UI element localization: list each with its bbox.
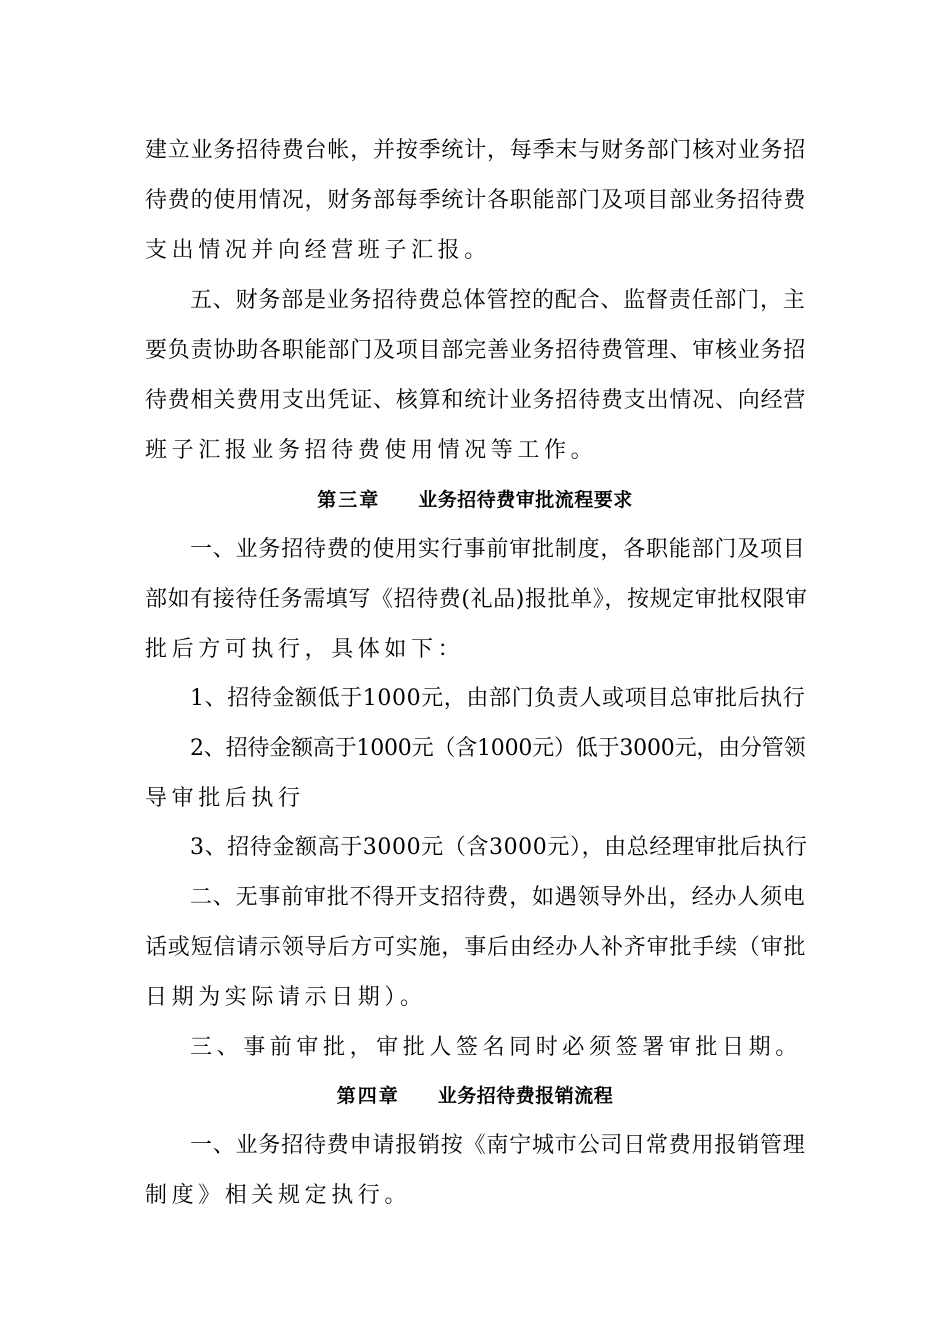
chapter-title: 业务招待费审批流程要求 [418,489,633,511]
paragraph-line: 一、业务招待费的使用实行事前审批制度，各职能部门及项目 [190,537,806,562]
chapter-title: 业务招待费报销流程 [437,1085,614,1107]
paragraph-line: 日期为实际请示日期）。 [145,985,427,1010]
paragraph-line: 待费相关费用支出凭证、核算和统计业务招待费支出情况、向经营 [145,388,807,413]
list-item-continuation: 导审批后执行 [145,786,305,811]
paragraph-line: 三、事前审批，审批人签名同时必须签署审批日期。 [190,1035,802,1060]
chapter-number: 第三章 [317,489,381,511]
list-item: 1、招待金额低于1000元，由部门负责人或项目总审批后执行 [190,686,806,711]
paragraph-line: 待费的使用情况，财务部每季统计各职能部门及项目部业务招待费 [145,188,807,213]
paragraph-line: 一、业务招待费申请报销按《南宁城市公司日常费用报销管理 [190,1133,806,1158]
paragraph-line: 支出情况并向经营班子汇报。 [145,238,491,263]
chapter-heading [0,1082,950,1110]
list-item: 3、招待金额高于3000元（含3000元），由总经理审批后执行 [190,835,808,860]
paragraph-line: 班子汇报业务招待费使用情况等工作。 [145,438,598,463]
paragraph-line: 要负责协助各职能部门及项目部完善业务招待费管理、审核业务招 [145,338,807,363]
paragraph-line: 制度》相关规定执行。 [145,1183,412,1208]
paragraph-line: 建立业务招待费台帐，并按季统计，每季末与财务部门核对业务招 [145,138,807,163]
chapter-number: 第四章 [336,1085,400,1107]
chapter-heading [0,486,950,514]
paragraph-line: 批后方可执行，具体如下： [145,637,465,662]
paragraph-line: 五、财务部是业务招待费总体管控的配合、监督责任部门，主 [190,288,806,313]
paragraph-line: 话或短信请示领导后方可实施，事后由经办人补齐审批手续（审批 [145,935,807,960]
paragraph-line: 二、无事前审批不得开支招待费，如遇领导外出，经办人须电 [190,885,806,910]
paragraph-line: 部如有接待任务需填写《招待费(礼品)报批单》，按规定审批权限审 [145,587,808,612]
list-item: 2、招待金额高于1000元（含1000元）低于3000元，由分管领 [190,736,806,761]
